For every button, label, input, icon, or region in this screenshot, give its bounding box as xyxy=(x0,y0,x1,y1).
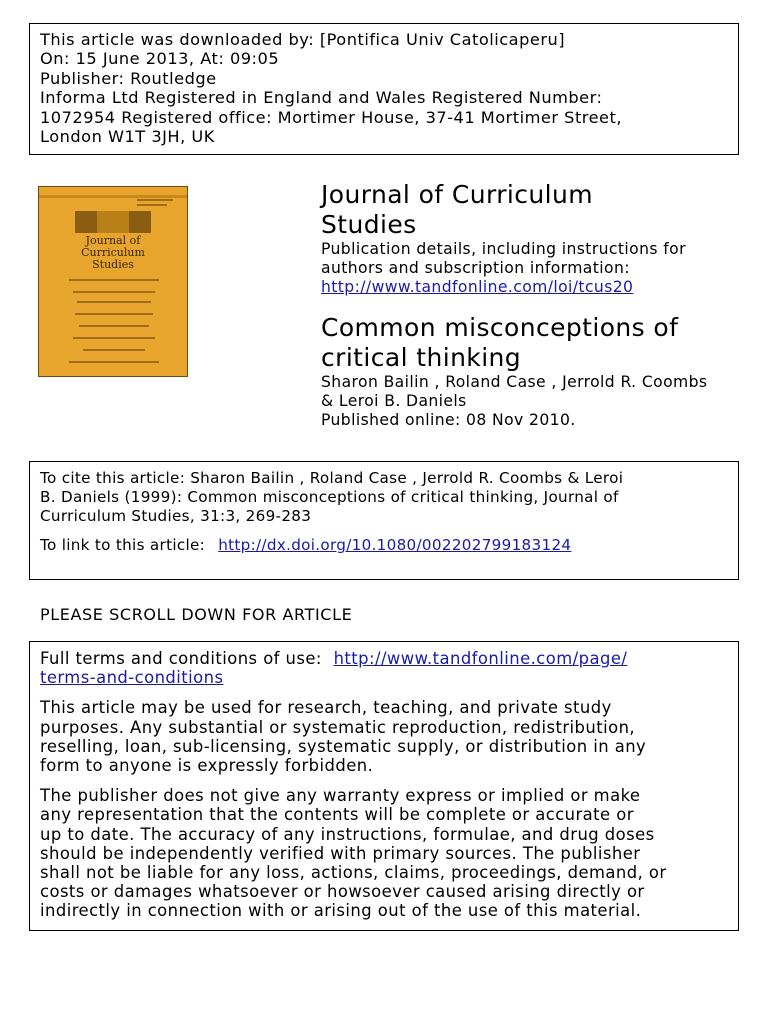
paragraph-line: This article may be used for research, teaching, and private study xyxy=(40,698,612,718)
article-title-cont: critical thinking xyxy=(321,343,522,372)
article-authors-cont: & Leroi B. Daniels xyxy=(321,392,467,410)
cover-text-line xyxy=(73,337,155,339)
usage-paragraph xyxy=(40,698,728,775)
paragraph-line: form to anyone is expressly forbidden. xyxy=(40,756,374,776)
paragraph-line: purposes. Any substantial or systematic reproduction, redistribution, xyxy=(40,717,636,737)
article-title: Common misconceptions of xyxy=(321,313,679,342)
cover-text-line xyxy=(73,291,155,293)
published-date: Published online: 08 Nov 2010. xyxy=(321,411,576,429)
office-address: London W1T 3JH, UK xyxy=(40,127,215,147)
article-link-row xyxy=(40,536,728,555)
cover-monogram xyxy=(75,211,151,233)
cover-title-line: Journal of xyxy=(85,234,141,247)
article-link-label: To link to this article: xyxy=(40,535,206,554)
cover-text-line xyxy=(69,361,159,363)
publication-details-cont: authors and subscription information: xyxy=(321,259,630,277)
download-date: On: 15 June 2013, At: 09:05 xyxy=(40,49,280,69)
disclaimer-paragraph xyxy=(40,786,728,920)
paragraph-line: The publisher does not give any warranty express or implied or make xyxy=(40,786,641,806)
paragraph-line: shall not be liable for any loss, actions, claims, proceedings, demand, or xyxy=(40,863,667,883)
journal-url-link[interactable]: http://www.tandfonline.com/loi/tcus20 xyxy=(321,278,634,296)
terms-label-row xyxy=(40,649,728,668)
journal-title: Journal of Curriculum xyxy=(321,180,593,209)
doi-link[interactable]: http://dx.doi.org/10.1080/002202799183124 xyxy=(218,535,572,554)
cover-text-line xyxy=(137,204,167,206)
paragraph-line: should be independently verified with primary sources. The publisher xyxy=(40,843,641,863)
cover-stripe xyxy=(39,195,187,198)
scroll-down-note: PLEASE SCROLL DOWN FOR ARTICLE xyxy=(40,605,353,624)
cover-title-line: Curriculum xyxy=(81,246,145,259)
cover-text-line xyxy=(77,301,151,303)
registered-office: 1072954 Registered office: Mortimer House, 37-41 Mortimer Street, xyxy=(40,107,622,127)
cover-text-line xyxy=(79,325,149,327)
terms-url-link-cont[interactable]: terms-and-conditions xyxy=(40,668,224,688)
registration-line: Informa Ltd Registered in England and Wales Registered Number: xyxy=(40,88,603,108)
paragraph-line: indirectly in connection with or arising out of the use of this material. xyxy=(40,901,642,921)
cover-text-line xyxy=(75,313,153,315)
paragraph-line: costs or damages whatsoever or howsoever caused arising directly or xyxy=(40,882,645,902)
paragraph-line: reselling, loan, sub-licensing, systematic supply, or distribution in any xyxy=(40,736,647,756)
article-info xyxy=(321,313,741,430)
cover-text-line xyxy=(83,349,145,351)
cover-text-line xyxy=(137,199,173,201)
article-authors: Sharon Bailin , Roland Case , Jerrold R. Coombs xyxy=(321,373,708,391)
download-info-box xyxy=(29,23,739,155)
terms-url-link[interactable]: http://www.tandfonline.com/page/ xyxy=(333,649,628,668)
cover-monogram-block xyxy=(129,211,151,233)
terms-box xyxy=(29,641,739,931)
cover-monogram-block xyxy=(75,211,97,233)
paragraph-line: up to date. The accuracy of any instructions, formulae, and drug doses xyxy=(40,824,655,844)
journal-info xyxy=(321,180,741,297)
paragraph-line: any representation that the contents will be complete or accurate or xyxy=(40,805,634,825)
cover-text-line xyxy=(69,279,159,281)
download-line: This article was downloaded by: [Pontifica Univ Catolicaperu] xyxy=(40,30,566,49)
terms-label: Full terms and conditions of use: xyxy=(40,649,322,668)
citation-text-end: Curriculum Studies, 31:3, 269-283 xyxy=(40,507,312,526)
journal-title-cont: Studies xyxy=(321,210,417,239)
publisher: Publisher: Routledge xyxy=(40,68,217,88)
citation-text: To cite this article: Sharon Bailin , Roland Case , Jerrold R. Coombs & Leroi xyxy=(40,469,624,487)
cover-title xyxy=(39,235,187,271)
citation-box xyxy=(29,461,739,580)
citation-text-cont: B. Daniels (1999): Common misconceptions of critical thinking, Journal of xyxy=(40,488,619,507)
publication-details: Publication details, including instructions for xyxy=(321,240,686,258)
cover-title-line: Studies xyxy=(92,258,134,271)
journal-cover-image xyxy=(38,186,188,377)
